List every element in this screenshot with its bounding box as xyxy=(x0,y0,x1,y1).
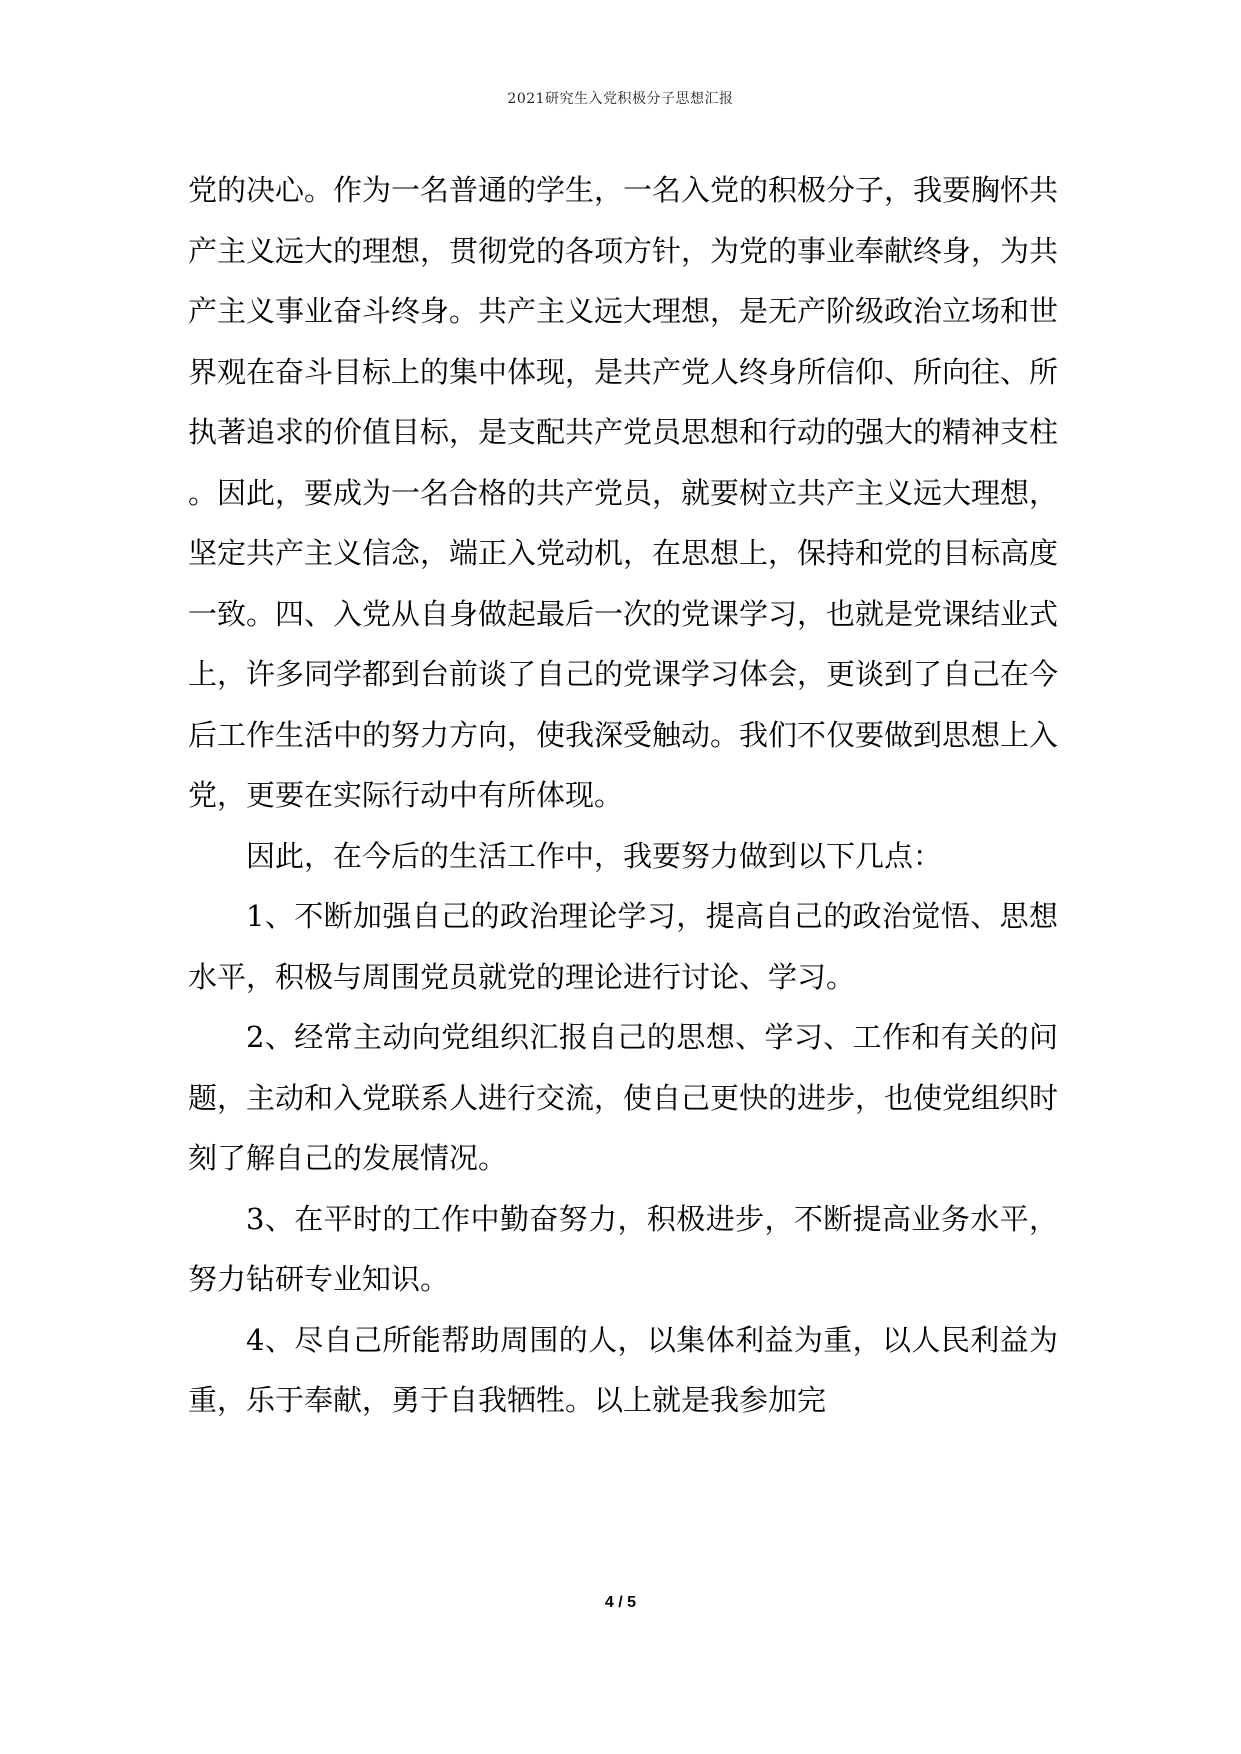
paragraph-point-3: 3、在平时的工作中勤奋努力，积极进步，不断提高业务水平，努力钻研专业知识。 xyxy=(188,1201,1058,1296)
page-header-title: 2021研究生入党积极分子思想汇报 xyxy=(507,91,734,107)
page-number: 4 / 5 xyxy=(604,1594,637,1611)
paragraph-point-4: 4、尽自己所能帮助周围的人，以集体利益为重，以人民利益为重，乐于奉献，勇于自我牺牲。以上就是我参加完 xyxy=(188,1322,1058,1417)
paragraph-continuation: 党的决心。作为一名普通的学生，一名入党的积极分子，我要胸怀共产主义远大的理想，贯彻党的各项方针，为党的事业奉献终身，为共产主义事业奋斗终身。共产主义远大理想，是无产阶级政治立场和世界观在奋斗目标上的集中体现，是共产党人终身所信仰、所向往、所执著追求的价值目标，是支配共产党员思想和行动的强大的精神支柱。因此，要成为一名合格的共产党员，就要树立共产主义远大理想，坚定共产主义信念，端正入党动机，在思想上，保持和党的目标高度一致。四、入党从自身做起最后一次的党课学习，也就是党课结业式上，许多同学都到台前谈了自己的党课学习体会，更谈到了自己在今后工作生活中的努力方向，使我深受触动。我们不仅要做到思想上入党，更要在实际行动中有所体现。 xyxy=(188,173,1059,812)
paragraph-intro-points: 因此，在今后的生活工作中，我要努力做到以下几点： xyxy=(246,838,943,873)
paragraph-point-2: 2、经常主动向党组织汇报自己的思想、学习、工作和有关的问题，主动和入党联系人进行交流，使自己更快的进步，也使党组织时刻了解自己的发展情况。 xyxy=(188,1020,1059,1175)
document-body xyxy=(188,160,1058,1431)
paragraph-point-1: 1、不断加强自己的政治理论学习，提高自己的政治觉悟、思想水平，积极与周围党员就党的理论进行讨论、学习。 xyxy=(188,899,1058,994)
